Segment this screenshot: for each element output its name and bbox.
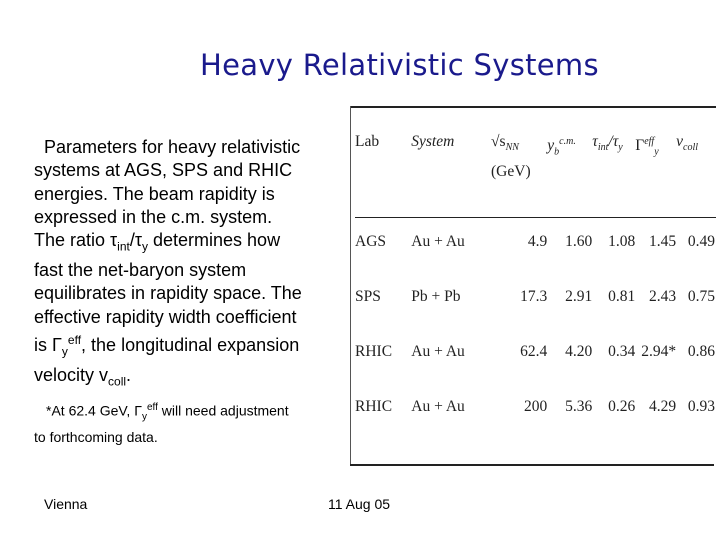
table-row <box>355 214 715 269</box>
subscript: int <box>117 239 130 254</box>
desc-line: Parameters for heavy relativistic <box>44 137 301 157</box>
sqrt-symbol: √s <box>491 133 506 150</box>
desc-line: systems at AGS, SPS and RHIC <box>34 160 293 181</box>
cell-system: Au + Au <box>411 342 465 360</box>
table-bottom-rule <box>350 464 714 466</box>
desc-line: fast the net-baryon system <box>34 260 247 281</box>
superscript: eff <box>67 332 82 347</box>
cell-system: Au + Au <box>411 232 465 250</box>
cell-system: Au + Au <box>411 397 465 415</box>
note-text: will need adjustment <box>157 402 289 419</box>
gamma-symbol: Γ <box>52 334 62 355</box>
footnote <box>34 398 344 447</box>
cell-v: 0.86 <box>687 342 715 360</box>
desc-line: , the longitudinal expansion <box>81 334 300 355</box>
cell-lab: RHIC <box>355 397 393 415</box>
desc-line: equilibrates in rapidity space. The <box>34 283 302 304</box>
cell-lab: RHIC <box>355 342 393 360</box>
slash: / <box>129 230 135 251</box>
table-row <box>355 324 715 379</box>
cell-yb: 2.91 <box>565 287 593 305</box>
header-sqrt-snn <box>491 110 547 214</box>
note-text: *At 62.4 GeV, <box>46 402 135 419</box>
cell-gamma: 2.43 <box>649 287 677 305</box>
header-tau-ratio: $\tau_{int}/\tau_y$ <box>592 133 623 154</box>
desc-line: energies. The beam rapidity is <box>34 183 275 204</box>
table-top-rule <box>350 106 716 108</box>
parameters-table <box>355 110 715 434</box>
cell-tau: 0.26 <box>608 397 636 415</box>
cell-tau: 1.08 <box>608 232 636 250</box>
desc-line: determines how <box>148 230 281 251</box>
header-gamma-eff: $\Gamma^{eff}_y$ <box>635 136 659 158</box>
table-row <box>355 269 715 324</box>
cell-tau: 0.81 <box>608 287 636 305</box>
desc-line: expressed in the c.m. system. <box>34 206 273 227</box>
header-system: System <box>411 133 455 150</box>
slide-title: Heavy Relativistic Systems <box>200 48 599 82</box>
note-text: to forthcoming data. <box>34 429 158 446</box>
cell-v: 0.49 <box>687 232 715 250</box>
cell-sqrt: 4.9 <box>527 232 548 250</box>
cell-yb: 4.20 <box>565 342 593 360</box>
tau-symbol: τ <box>110 230 118 251</box>
desc-line: velocity v <box>34 364 109 385</box>
cell-v: 0.93 <box>687 397 715 415</box>
cell-sqrt: 62.4 <box>520 342 548 360</box>
table-row <box>355 379 715 434</box>
cell-sqrt: 200 <box>524 397 548 415</box>
cell-yb: 1.60 <box>565 232 593 250</box>
cell-gamma: 1.45 <box>649 232 677 250</box>
cell-gamma: 2.94* <box>641 342 677 360</box>
cell-yb: 5.36 <box>565 397 593 415</box>
footer-date: 11 Aug 05 <box>328 496 391 512</box>
cell-sqrt: 17.3 <box>520 287 548 305</box>
cell-lab: SPS <box>355 287 381 305</box>
subscript: y <box>61 344 68 359</box>
subscript: y <box>142 239 148 254</box>
cell-lab: AGS <box>355 232 387 250</box>
footer-location: Vienna <box>44 496 88 512</box>
subscript: NN <box>505 142 519 154</box>
gamma-symbol: Γ <box>134 402 142 419</box>
description-paragraph <box>34 136 352 394</box>
header-lab: Lab <box>355 133 380 150</box>
superscript: eff <box>146 402 158 413</box>
desc-line: The ratio <box>34 230 111 251</box>
header-beam-rapidity: $y_b^{c.m.}$ <box>547 136 576 158</box>
cell-system: Pb + Pb <box>411 287 461 305</box>
header-v-coll: $v_{coll}$ <box>676 133 699 154</box>
desc-line: is <box>34 334 52 355</box>
cell-gamma: 4.29 <box>649 397 677 415</box>
table-left-border <box>350 106 351 464</box>
unit-label: (GeV) <box>491 163 531 181</box>
subscript: coll <box>108 374 127 389</box>
desc-line: . <box>126 364 132 385</box>
cell-tau: 0.34 <box>608 342 636 360</box>
tau-symbol: τ <box>134 230 142 251</box>
table-header-row <box>355 110 715 214</box>
desc-line: effective rapidity width coefficient <box>34 306 297 327</box>
cell-v: 0.75 <box>687 287 715 305</box>
subscript: y <box>141 411 147 423</box>
